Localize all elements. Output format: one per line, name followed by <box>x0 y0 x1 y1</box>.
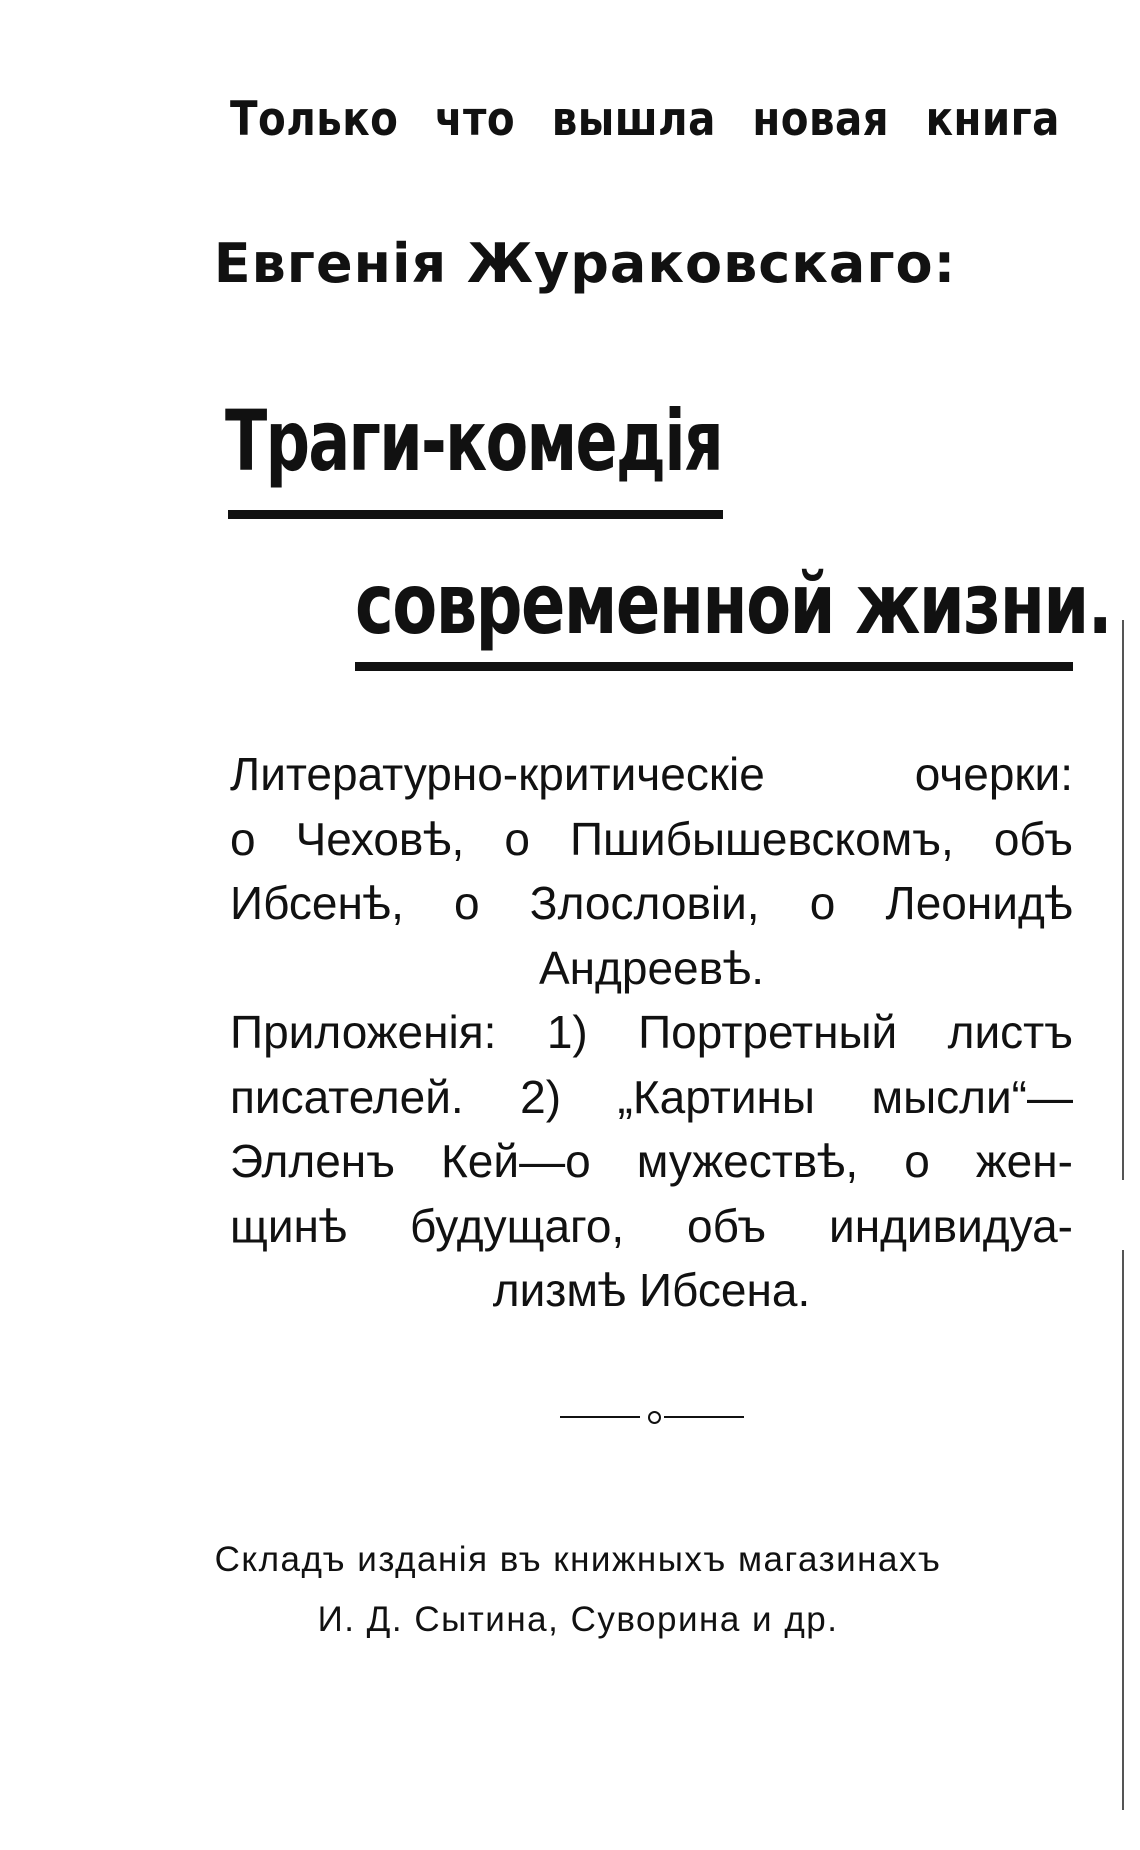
footer-line: Складъ изданія въ книжныхъ магазинахъ <box>214 1540 942 1579</box>
publisher-footer <box>0 1530 1140 1650</box>
description-line: Приложенія: 1) Портретный листъ <box>230 1006 1073 1058</box>
description-line: Ибсенѣ, о Злословіи, о Леонидѣ <box>230 877 1073 929</box>
description-line: лизмѣ Ибсена. <box>492 1264 811 1316</box>
description-line: Андреевѣ. <box>538 941 765 994</box>
announcement-word: книга <box>925 92 1060 147</box>
divider-dash <box>560 1416 640 1418</box>
book-title-line-2: современной жизни. <box>355 555 1112 653</box>
announcement-line <box>230 92 1060 147</box>
description-line: писателей. 2) „Картины мысли“— <box>230 1070 1073 1123</box>
book-description <box>230 742 1073 1323</box>
description-line: Литературно-критическіе очерки: <box>230 748 1073 800</box>
title-underline-1 <box>228 510 723 519</box>
announcement-word: вышла <box>551 92 716 147</box>
page-edge-line <box>1122 1250 1124 1810</box>
divider-dash <box>664 1416 744 1418</box>
announcement-word: новая <box>752 92 890 147</box>
divider-ring <box>648 1411 661 1424</box>
page-edge-line <box>1122 620 1124 1180</box>
section-divider <box>560 1405 750 1429</box>
title-underline-2 <box>355 662 1073 671</box>
footer-line: И. Д. Сытина, Суворина и др. <box>317 1600 839 1639</box>
description-line: щинѣ будущаго, объ индивидуа- <box>230 1199 1073 1252</box>
description-line: Элленъ Кей—о мужествѣ, о жен- <box>230 1135 1073 1187</box>
author-name: Евгенія Жураковскаго: <box>213 232 957 295</box>
announcement-word: Только <box>230 92 399 147</box>
description-line: о Чеховѣ, о Пшибышевскомъ, объ <box>230 812 1073 865</box>
announcement-word: что <box>434 92 516 147</box>
book-title-line-1: Траги-комедія <box>225 392 723 490</box>
